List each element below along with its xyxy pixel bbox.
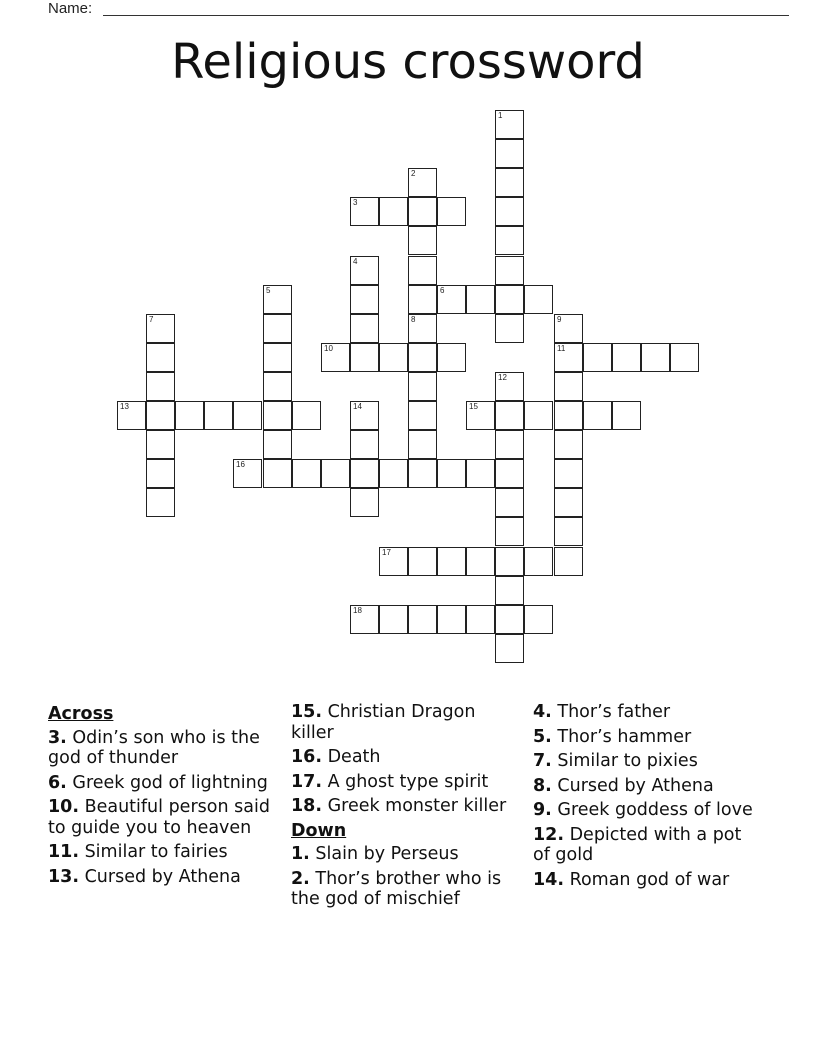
clue-number: 14.	[533, 869, 565, 890]
grid-cell[interactable]	[408, 547, 437, 576]
down-clue	[533, 751, 758, 772]
grid-cell[interactable]	[524, 401, 553, 430]
grid-cell[interactable]	[350, 488, 379, 517]
grid-cell[interactable]	[146, 401, 175, 430]
across-clue	[291, 702, 516, 743]
clue-number: 2.	[291, 868, 310, 889]
grid-cell[interactable]	[408, 459, 437, 488]
grid-cell[interactable]	[554, 343, 583, 372]
cell-number: 9	[557, 315, 562, 324]
grid-cell[interactable]	[146, 459, 175, 488]
across-clue	[48, 773, 273, 794]
down-heading: Down	[291, 820, 347, 841]
grid-cell[interactable]	[466, 605, 495, 634]
grid-cell[interactable]	[554, 372, 583, 401]
grid-cell[interactable]	[350, 197, 379, 226]
grid-cell[interactable]	[408, 256, 437, 285]
clue-text: A ghost type spirit	[322, 771, 489, 792]
cell-number: 11	[557, 344, 566, 353]
clue-text: Roman god of war	[564, 869, 730, 890]
grid-cell[interactable]	[233, 459, 262, 488]
clue-text: Thor’s hammer	[551, 726, 692, 747]
grid-cell[interactable]	[583, 401, 612, 430]
grid-cell[interactable]	[495, 401, 524, 430]
clue-number: 8.	[533, 775, 552, 796]
grid-cell[interactable]	[321, 343, 350, 372]
grid-cell[interactable]	[408, 226, 437, 255]
grid-cell[interactable]	[408, 197, 437, 226]
grid-cell[interactable]	[466, 459, 495, 488]
clue-number: 17.	[291, 771, 323, 792]
grid-cell[interactable]	[263, 285, 292, 314]
clue-text: Slain by Perseus	[309, 844, 459, 864]
grid-cell[interactable]	[263, 401, 292, 430]
down-clue	[533, 727, 758, 748]
grid-cell[interactable]	[350, 256, 379, 285]
grid-cell[interactable]	[146, 372, 175, 401]
grid-cell[interactable]	[495, 547, 524, 576]
grid-cell[interactable]	[524, 547, 553, 576]
across-clue	[291, 772, 516, 793]
grid-cell[interactable]	[554, 430, 583, 459]
cell-number: 17	[382, 548, 391, 557]
grid-cell[interactable]	[263, 459, 292, 488]
clue-text: Thor’s brother who is the god of mischief	[291, 868, 502, 909]
grid-cell[interactable]	[495, 139, 524, 168]
grid-cell[interactable]	[495, 110, 524, 139]
clue-number: 11.	[48, 842, 80, 862]
clue-text: Christian Dragon killer	[291, 702, 476, 743]
across-clue	[291, 747, 516, 768]
grid-cell[interactable]	[554, 314, 583, 343]
grid-cell[interactable]	[408, 372, 437, 401]
cell-number: 16	[236, 460, 245, 469]
grid-cell[interactable]	[495, 488, 524, 517]
grid-cell[interactable]	[408, 430, 437, 459]
clue-column-2	[291, 702, 516, 914]
clue-column-3	[533, 702, 758, 894]
down-clue	[291, 869, 516, 910]
grid-cell[interactable]	[350, 605, 379, 634]
grid-cell[interactable]	[408, 285, 437, 314]
grid-cell[interactable]	[350, 285, 379, 314]
grid-cell[interactable]	[263, 430, 292, 459]
grid-cell[interactable]	[379, 547, 408, 576]
clue-number: 18.	[291, 796, 323, 816]
clue-number: 16.	[291, 747, 323, 767]
cell-number: 6	[440, 286, 445, 295]
cell-number: 18	[353, 606, 362, 615]
clue-number: 10.	[48, 797, 80, 817]
cell-number: 15	[469, 402, 478, 411]
grid-cell[interactable]	[495, 314, 524, 343]
grid-cell[interactable]	[350, 459, 379, 488]
grid-cell[interactable]	[495, 430, 524, 459]
cell-number: 3	[353, 198, 358, 207]
across-heading: Across	[48, 704, 114, 724]
grid-cell[interactable]	[437, 343, 466, 372]
down-clue	[533, 870, 758, 891]
clue-text: Similar to pixies	[551, 751, 698, 771]
grid-cell[interactable]	[350, 343, 379, 372]
clue-text: Death	[322, 747, 381, 767]
cell-number: 8	[411, 315, 416, 324]
name-label: Name:	[48, 0, 93, 17]
grid-cell[interactable]	[146, 314, 175, 343]
clue-number: 6.	[48, 772, 67, 793]
grid-cell[interactable]	[408, 401, 437, 430]
down-clue	[533, 800, 758, 821]
cell-number: 7	[149, 315, 154, 324]
clue-text: Beautiful person said to guide you to heaven	[48, 797, 270, 838]
grid-cell[interactable]	[495, 459, 524, 488]
grid-cell[interactable]	[204, 401, 233, 430]
clue-number: 5.	[533, 726, 552, 747]
grid-cell[interactable]	[466, 401, 495, 430]
grid-cell[interactable]	[146, 488, 175, 517]
grid-cell[interactable]	[670, 343, 699, 372]
grid-cell[interactable]	[292, 459, 321, 488]
clue-text: Greek monster killer	[322, 796, 507, 816]
clue-text: Cursed by Athena	[79, 866, 241, 887]
grid-cell[interactable]	[495, 168, 524, 197]
grid-cell[interactable]	[437, 197, 466, 226]
grid-cell[interactable]	[146, 343, 175, 372]
clue-number: 15.	[291, 702, 323, 722]
grid-cell[interactable]	[350, 314, 379, 343]
grid-cell[interactable]	[379, 343, 408, 372]
clue-text: Similar to fairies	[79, 842, 228, 862]
grid-cell[interactable]	[554, 547, 583, 576]
down-clue	[533, 702, 758, 723]
grid-cell[interactable]	[379, 197, 408, 226]
grid-cell[interactable]	[437, 605, 466, 634]
cell-number: 2	[411, 169, 416, 178]
grid-cell[interactable]	[524, 605, 553, 634]
grid-cell[interactable]	[495, 634, 524, 663]
cell-number: 13	[120, 402, 129, 411]
clue-number: 9.	[533, 800, 552, 820]
cell-number: 1	[498, 111, 503, 120]
clue-text: Depicted with a pot of gold	[533, 824, 742, 865]
grid-cell[interactable]	[117, 401, 146, 430]
clue-column-1	[48, 702, 273, 891]
grid-cell[interactable]	[583, 343, 612, 372]
grid-cell[interactable]	[437, 547, 466, 576]
down-clue	[533, 825, 758, 866]
grid-cell[interactable]	[466, 547, 495, 576]
clue-number: 4.	[533, 702, 552, 722]
cell-number: 10	[324, 344, 333, 353]
across-clue	[291, 796, 516, 817]
grid-cell[interactable]	[146, 430, 175, 459]
clue-number: 12.	[533, 824, 565, 845]
grid-cell[interactable]	[408, 168, 437, 197]
grid-cell[interactable]	[437, 459, 466, 488]
grid-cell[interactable]	[466, 285, 495, 314]
clue-text: Odin’s son who is the god of thunder	[48, 727, 260, 768]
grid-cell[interactable]	[554, 488, 583, 517]
down-clue	[291, 844, 516, 865]
grid-cell[interactable]	[554, 401, 583, 430]
grid-cell[interactable]	[408, 314, 437, 343]
grid-cell[interactable]	[612, 343, 641, 372]
clue-number: 1.	[291, 844, 310, 864]
cell-number: 4	[353, 257, 358, 266]
grid-cell[interactable]	[350, 430, 379, 459]
grid-cell[interactable]	[263, 372, 292, 401]
grid-cell[interactable]	[641, 343, 670, 372]
clue-text: Greek goddess of love	[551, 800, 753, 820]
grid-cell[interactable]	[495, 605, 524, 634]
grid-cell[interactable]	[408, 343, 437, 372]
clue-text: Cursed by Athena	[551, 775, 714, 796]
grid-cell[interactable]	[495, 372, 524, 401]
grid-cell[interactable]	[612, 401, 641, 430]
grid-cell[interactable]	[379, 459, 408, 488]
clue-number: 7.	[533, 751, 552, 771]
clue-list	[48, 702, 778, 1002]
grid-cell[interactable]	[350, 401, 379, 430]
cell-number: 12	[498, 373, 507, 382]
grid-cell[interactable]	[437, 285, 466, 314]
grid-cell[interactable]	[263, 343, 292, 372]
grid-cell[interactable]	[554, 517, 583, 546]
grid-cell[interactable]	[175, 401, 204, 430]
grid-cell[interactable]	[524, 285, 553, 314]
across-clue	[48, 842, 273, 863]
clue-text: Thor’s father	[551, 702, 671, 722]
grid-cell[interactable]	[233, 401, 262, 430]
grid-cell[interactable]	[495, 256, 524, 285]
grid-cell[interactable]	[495, 285, 524, 314]
grid-cell[interactable]	[292, 401, 321, 430]
grid-cell[interactable]	[554, 459, 583, 488]
grid-cell[interactable]	[495, 226, 524, 255]
grid-cell[interactable]	[379, 605, 408, 634]
clue-number: 3.	[48, 727, 67, 748]
grid-cell[interactable]	[321, 459, 350, 488]
across-clue	[48, 797, 273, 838]
clue-number: 13.	[48, 866, 80, 887]
grid-cell[interactable]	[263, 314, 292, 343]
cell-number: 14	[353, 402, 362, 411]
page-title: Religious crossword	[171, 34, 645, 90]
grid-cell[interactable]	[408, 605, 437, 634]
across-clue	[48, 728, 273, 769]
grid-cell[interactable]	[495, 197, 524, 226]
across-clue	[48, 867, 273, 888]
grid-cell[interactable]	[495, 517, 524, 546]
cell-number: 5	[266, 286, 271, 295]
clue-text: Greek god of lightning	[66, 772, 268, 793]
grid-cell[interactable]	[495, 576, 524, 605]
down-clue	[533, 776, 758, 797]
